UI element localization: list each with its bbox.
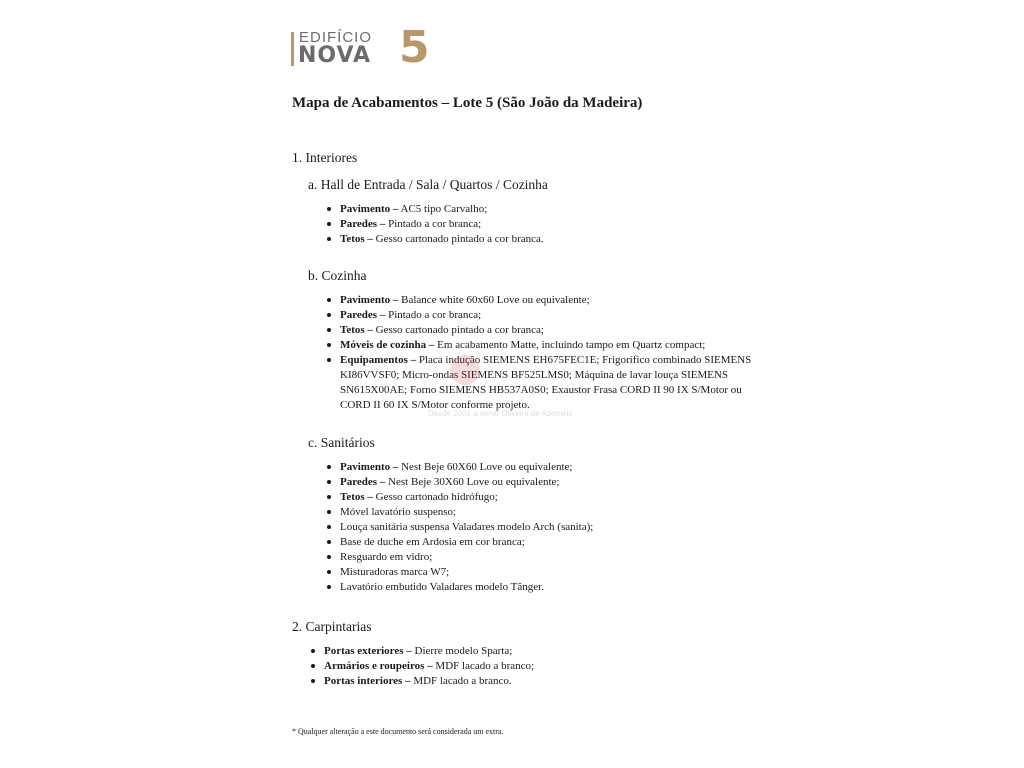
list-item: Portas interiores – MDF lacado a branco.: [292, 674, 752, 689]
edificio-nova-5-logo: [291, 22, 451, 73]
hall-items-list: [292, 202, 752, 247]
list-item: Paredes – Pintado a cor branca;: [292, 217, 752, 232]
list-item: Portas exteriores – Dierre modelo Sparta;: [292, 644, 752, 659]
subsection-hall-heading: a. Hall de Entrada / Sala / Quartos / Cozinha: [308, 177, 548, 192]
list-item: Pavimento – AC5 tipo Carvalho;: [292, 202, 752, 217]
list-item: Armários e roupeiros – MDF lacado a branco;: [292, 659, 752, 674]
list-item: Móvel lavatório suspenso;: [292, 505, 752, 520]
list-item: Pavimento – Balance white 60x60 Love ou equivalente;: [292, 293, 752, 308]
list-item: Paredes – Pintado a cor branca;: [292, 308, 752, 323]
list-item: Lavatório embutido Valadares modelo Tânger.: [292, 580, 752, 595]
logo-top-word: EDIFÍCIO: [299, 29, 373, 46]
logo-number: 5: [399, 22, 430, 73]
list-item: Móveis de cozinha – Em acabamento Matte, incluindo tampo em Quartz compact;: [292, 338, 752, 353]
watermark-logo-icon: [450, 355, 480, 385]
document-title: Mapa de Acabamentos – Lote 5 (São João da Madeira): [292, 95, 643, 111]
carpintarias-items-list: [292, 644, 752, 689]
list-item: Tetos – Gesso cartonado hidrófugo;: [292, 490, 752, 505]
list-item: Base de duche em Ardosia em cor branca;: [292, 535, 752, 550]
list-item: Resguardo em vidro;: [292, 550, 752, 565]
subsection-cozinha-heading: b. Cozinha: [308, 268, 367, 283]
subsection-sanitarios-heading: c. Sanitários: [308, 435, 375, 450]
list-item: Equipamentos – Placa indução SIEMENS EH675FEC1E; Frigorífico combinado SIEMENS KI86VVSF0; Micro-ondas SIEMENS BF525LMS0; Máquina de lavar louça SIEMENS SN615X00AE; Forno SIEMENS HB537A0S0; Exaustor Frasa CORD II 90 IX S/Motor ou CORD II 60 IX S/Motor conforme projeto.: [292, 353, 752, 413]
sanitarios-items-list: [292, 460, 752, 595]
agency-watermark: [410, 355, 590, 425]
footnote: * Qualquer alteração a este documento será considerada um extra.: [292, 727, 504, 736]
list-item: Misturadoras marca W7;: [292, 565, 752, 580]
logo-bar: [291, 32, 294, 66]
logo-main-word: NOVA: [298, 43, 372, 68]
section-carpintarias-heading: 2. Carpintarias: [292, 619, 372, 634]
list-item: Paredes – Nest Beje 30X60 Love ou equivalente;: [292, 475, 752, 490]
watermark-text: Desde 2001 a servir Oliveira de Azeméis: [427, 409, 573, 418]
list-item: Tetos – Gesso cartonado pintado a cor branca.: [292, 232, 752, 247]
list-item: Tetos – Gesso cartonado pintado a cor branca;: [292, 323, 752, 338]
list-item: Louça sanitária suspensa Valadares modelo Arch (sanita);: [292, 520, 752, 535]
list-item: Pavimento – Nest Beje 60X60 Love ou equivalente;: [292, 460, 752, 475]
section-interiores-heading: 1. Interiores: [292, 150, 358, 165]
